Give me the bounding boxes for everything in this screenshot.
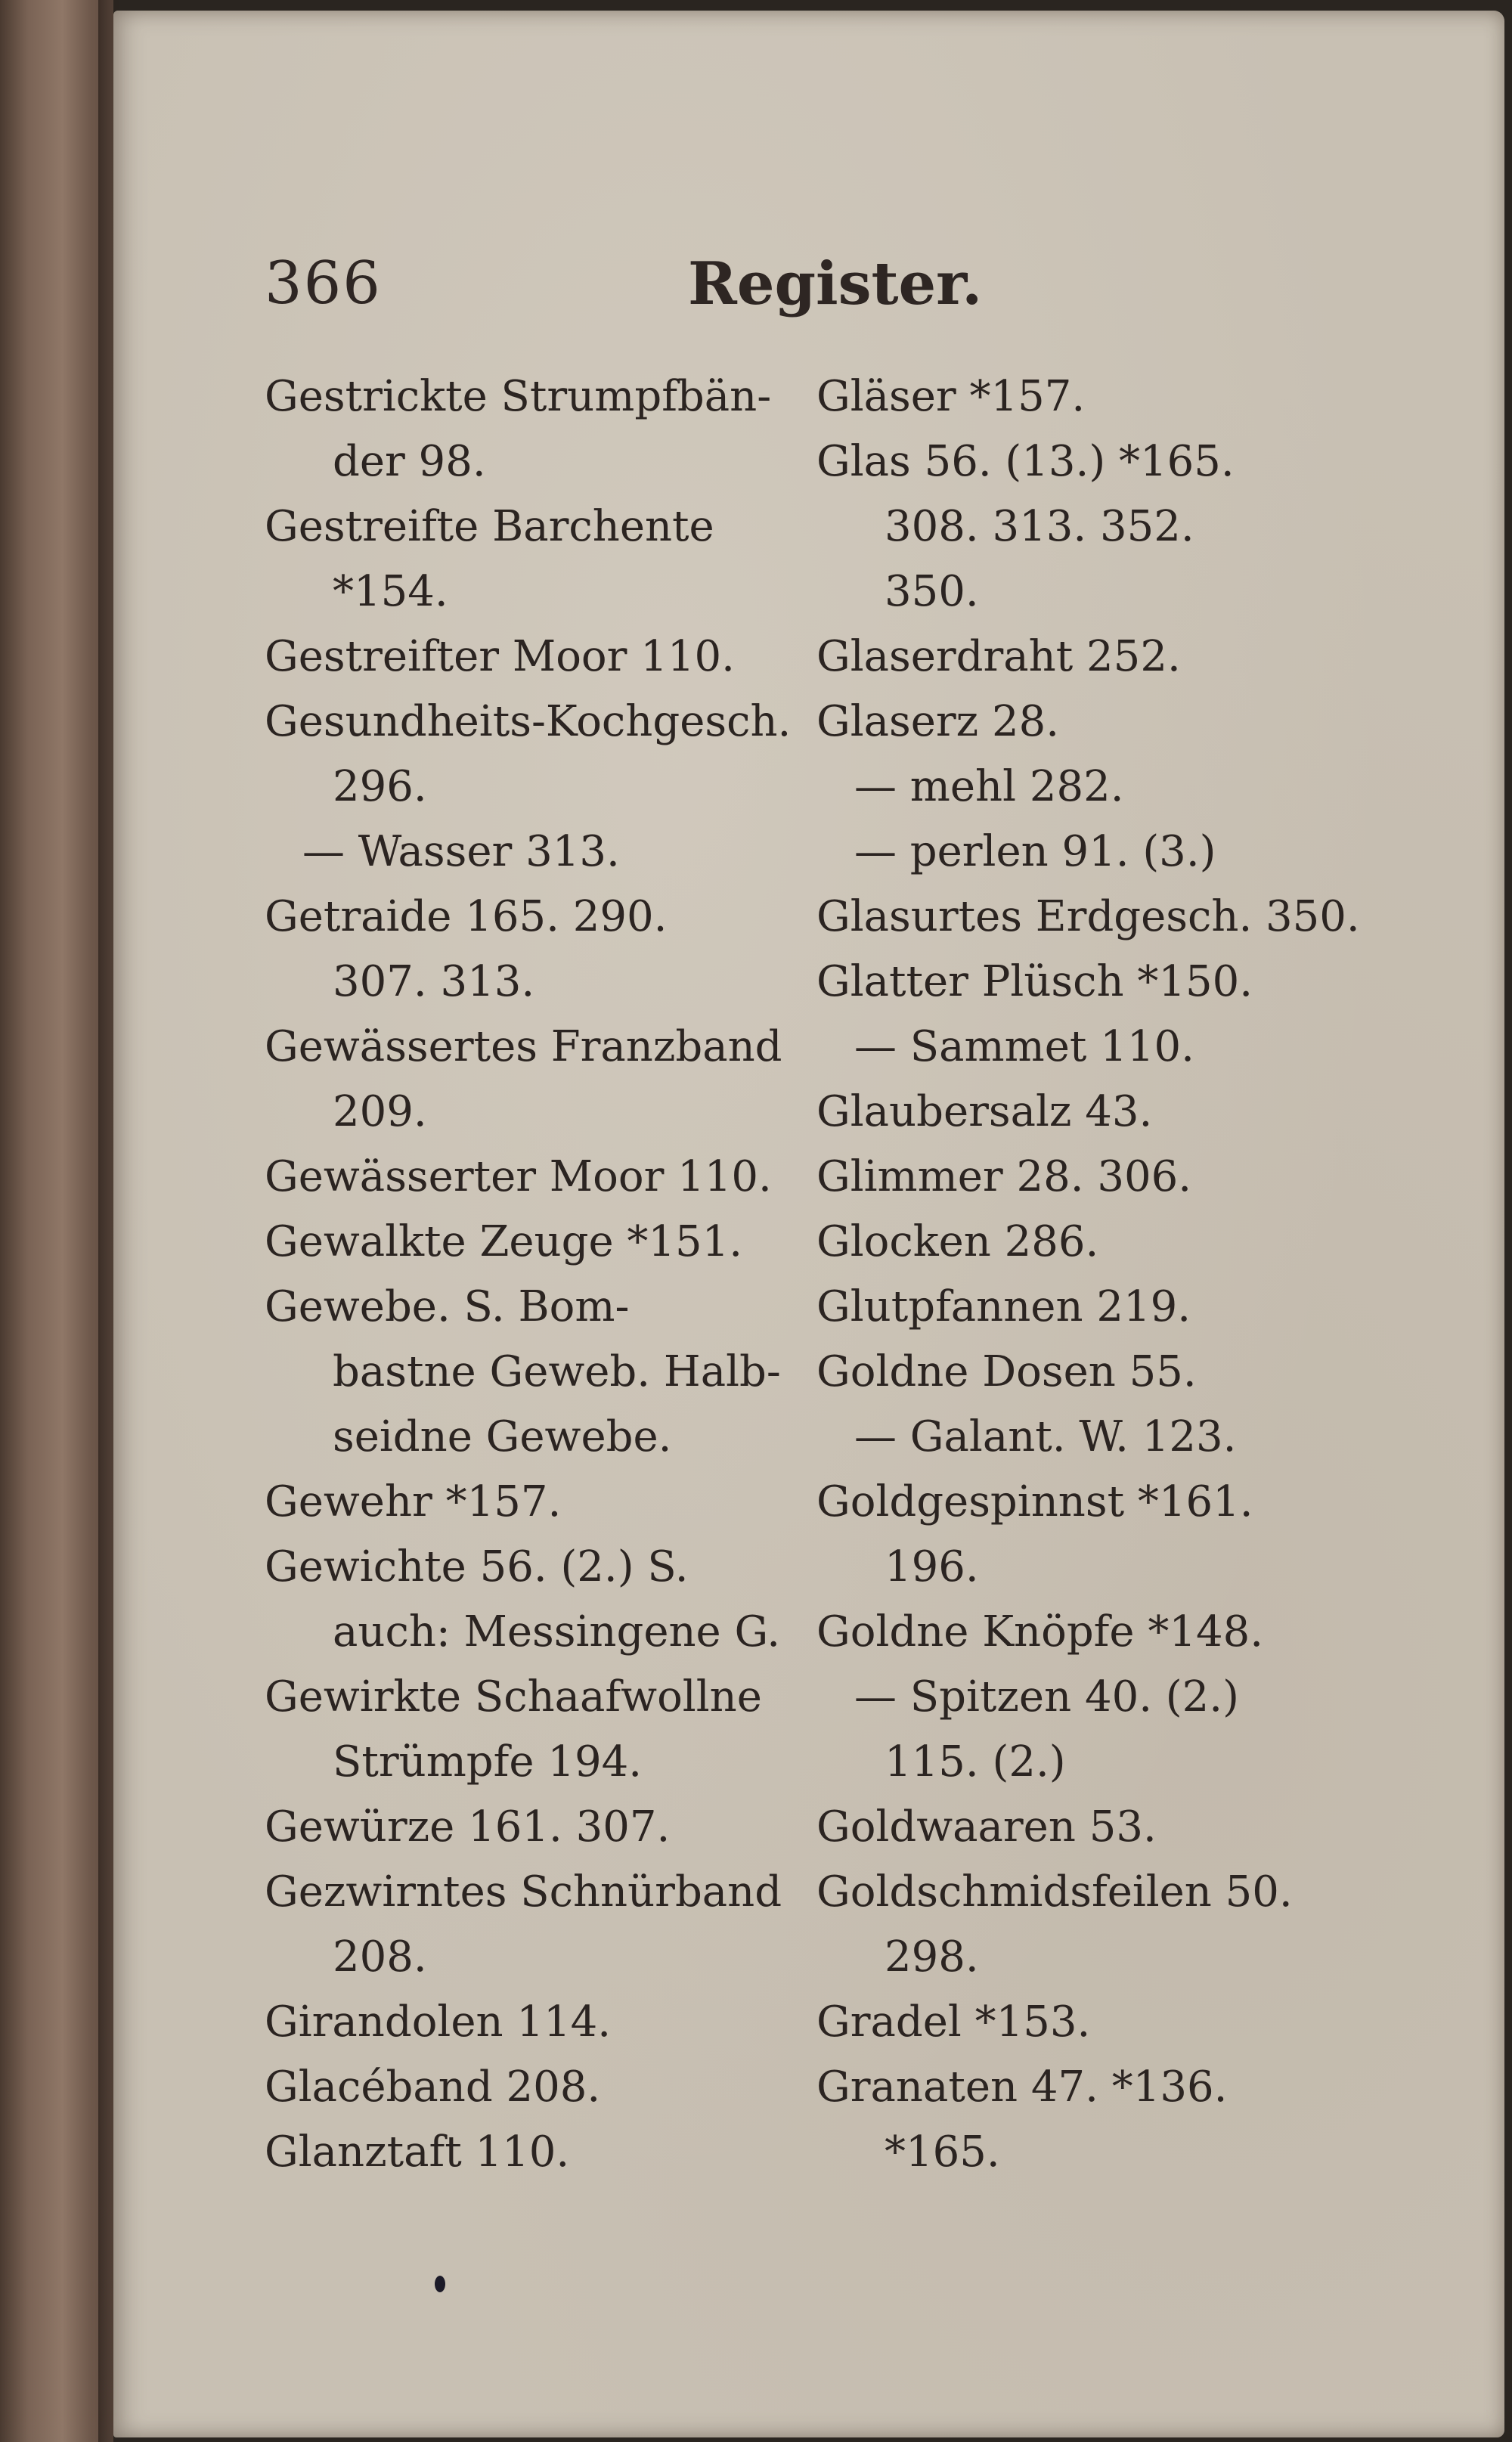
register-entry: Gestreifte Barchente xyxy=(265,502,714,551)
register-entry: 115. (2.) xyxy=(885,1737,1066,1787)
register-entry: Gestrickte Strumpfbän- xyxy=(265,372,772,421)
register-entry: — Galant. W. 123. xyxy=(854,1412,1237,1461)
register-entry: Gesundheits-Kochgesch. xyxy=(265,697,792,746)
register-entry: *165. xyxy=(885,2127,1000,2177)
register-entry: Gewehr *157. xyxy=(265,1477,562,1526)
register-entry: 209. xyxy=(333,1087,427,1136)
register-entry: Goldgespinnst *161. xyxy=(816,1477,1253,1526)
register-entry: 296. xyxy=(333,762,427,811)
register-entry: Strümpfe 194. xyxy=(333,1737,643,1787)
register-entry: — mehl 282. xyxy=(854,762,1124,811)
register-entry: Glaserdraht 252. xyxy=(816,632,1181,681)
register-entry: auch: Messingene G. xyxy=(333,1607,781,1656)
register-entry: Glasurtes Erdgesch. 350. xyxy=(816,892,1360,941)
register-entry: 196. xyxy=(885,1542,979,1591)
page-header xyxy=(265,249,1051,340)
register-entry: 208. xyxy=(333,1932,427,1982)
register-entry: Gradel *153. xyxy=(816,1997,1091,2047)
register-entry: Getraide 165. 290. xyxy=(265,892,668,941)
register-entry: — Spitzen 40. (2.) xyxy=(854,1672,1239,1721)
register-entry: Goldschmidsfeilen 50. xyxy=(816,1867,1293,1917)
register-entry: der 98. xyxy=(333,437,486,486)
register-entry: Goldne Dosen 55. xyxy=(816,1347,1197,1396)
register-entry: Glas 56. (13.) *165. xyxy=(816,437,1235,486)
register-entry: bastne Geweb. Halb- xyxy=(333,1347,781,1396)
register-entry: Glacéband 208. xyxy=(265,2062,601,2112)
page-number: 366 xyxy=(265,249,382,318)
register-entry: 307. 313. xyxy=(333,957,535,1006)
register-entry: Glanztaft 110. xyxy=(265,2127,570,2177)
register-entry: — perlen 91. (3.) xyxy=(854,827,1216,876)
register-entry: Glatter Plüsch *150. xyxy=(816,957,1253,1006)
register-entry: Goldne Knöpfe *148. xyxy=(816,1607,1264,1656)
register-entry: 350. xyxy=(885,567,979,616)
register-entry: *154. xyxy=(333,567,448,616)
register-entry: Glocken 286. xyxy=(816,1217,1099,1266)
register-entry: Gezwirntes Schnürband xyxy=(265,1867,782,1917)
register-entry: Gewässertes Franzband xyxy=(265,1022,782,1071)
book-spine-edge xyxy=(0,0,113,2442)
register-entry: 308. 313. 352. xyxy=(885,502,1194,551)
register-entry: Girandolen 114. xyxy=(265,1997,612,2047)
register-entry: Goldwaaren 53. xyxy=(816,1802,1157,1852)
register-entry: Gewürze 161. 307. xyxy=(265,1802,671,1852)
running-title: Register. xyxy=(688,249,983,318)
register-entry: Gewebe. S. Bom- xyxy=(265,1282,630,1331)
register-entry: Glaserz 28. xyxy=(816,697,1060,746)
register-entry: Gewalkte Zeuge *151. xyxy=(265,1217,743,1266)
register-entry: — Sammet 110. xyxy=(854,1022,1194,1071)
register-entry: 298. xyxy=(885,1932,979,1982)
register-entry: Gewichte 56. (2.) S. xyxy=(265,1542,689,1591)
register-entry: Gläser *157. xyxy=(816,372,1086,421)
register-entry: Glutpfannen 219. xyxy=(816,1282,1191,1331)
register-entry: — Wasser 313. xyxy=(302,827,620,876)
ink-smudge xyxy=(435,2276,445,2292)
register-entry: Granaten 47. *136. xyxy=(816,2062,1228,2112)
register-entry: Gewässerter Moor 110. xyxy=(265,1152,772,1201)
register-entry: Gewirkte Schaafwollne xyxy=(265,1672,762,1721)
register-column-left xyxy=(265,364,809,2185)
register-entry: seidne Gewebe. xyxy=(333,1412,672,1461)
register-entry: Gestreifter Moor 110. xyxy=(265,632,735,681)
register-entry: Glimmer 28. 306. xyxy=(816,1152,1192,1201)
register-column-right xyxy=(816,364,1361,2185)
register-entry: Glaubersalz 43. xyxy=(816,1087,1153,1136)
